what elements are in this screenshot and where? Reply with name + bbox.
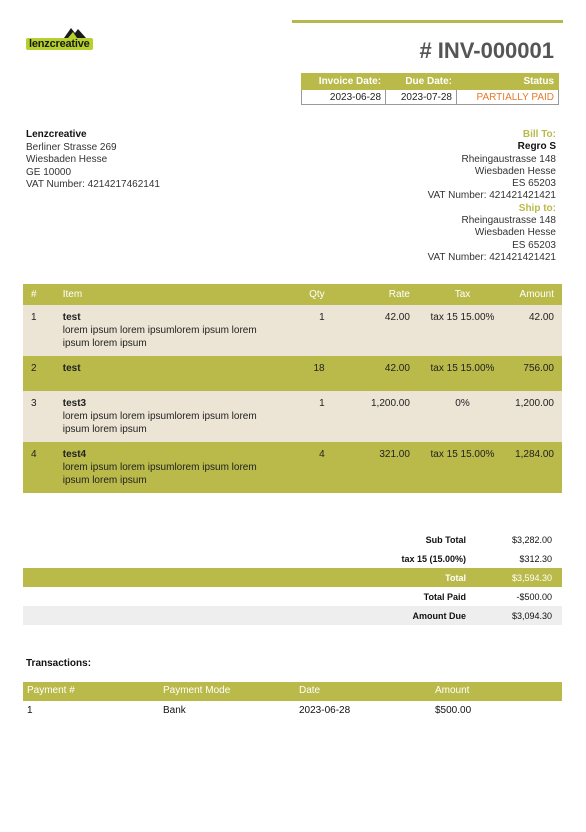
row-num: 3 [23,391,55,442]
transactions-title: Transactions: [26,658,92,669]
transactions-header-row [23,682,562,700]
payment-mode: Bank [159,700,295,720]
from-line: Wiesbaden Hesse [26,154,108,165]
due-label: Amount Due [23,606,476,625]
bill-to-line: VAT Number: 421421421421 [427,190,556,202]
item-rate: 1,200.00 [333,391,418,442]
invoice-number: # INV-000001 [419,38,554,63]
due-value: $3,094.30 [476,606,562,625]
item-name: test [62,363,81,374]
paid-row [23,587,562,606]
item-qty: 18 [277,356,332,391]
item-amount: 1,200.00 [507,391,562,442]
col-payment-mode: Payment Mode [159,682,295,700]
subtotal-label: Sub Total [425,534,466,545]
due-date-value: 2023-07-28 [386,90,457,105]
total-value: $3,594.30 [476,568,562,587]
col-num: # [23,284,55,305]
bill-to-line: Wiesbaden Hesse [474,165,556,177]
company-logo [26,24,126,54]
subtotal-value: $3,282.00 [511,534,552,545]
tax-value: $312.30 [519,553,552,564]
table-row [23,356,562,391]
logo-text: lenzcreative [26,38,93,50]
payment-amount: $500.00 [431,700,562,720]
subtotal-row [23,530,562,549]
totals-table [23,530,562,625]
table-row [23,700,562,720]
bill-to-name: Regro S [517,141,556,153]
paid-label: Total Paid [423,591,466,602]
item-tax: tax 15 15.00% [418,356,507,391]
bill-to-line: Rheingaustrasse 148 [461,153,556,165]
table-row [23,442,562,493]
item-qty: 1 [277,391,332,442]
item-desc: lorem ipsum lorem ipsumlorem ipsum lorem ipsum lorem ipsum [62,462,257,486]
ship-to-line: Rheingaustrasse 148 [461,215,556,227]
ship-to-label: Ship to: [518,202,556,214]
status-badge: PARTIALLY PAID [457,90,559,105]
item-qty: 4 [277,442,332,493]
from-name: Lenzcreative [26,129,87,140]
transactions-table [23,682,562,720]
col-item: Item [55,284,277,305]
item-rate: 321.00 [333,442,418,493]
item-rate: 42.00 [333,356,418,391]
item-name: test [62,312,81,323]
invoice-meta-table [301,73,559,105]
payment-num: 1 [23,700,159,720]
col-qty: Qty [277,284,332,305]
tax-row [23,549,562,568]
paid-value: -$500.00 [516,591,552,602]
items-table [23,284,562,493]
item-tax: 0% [418,391,507,442]
bill-to-line: ES 65203 [512,178,556,190]
item-desc: lorem ipsum lorem ipsumlorem ipsum lorem ipsum lorem ipsum [62,411,257,435]
item-name: test4 [62,449,87,460]
invoice-date-header: Invoice Date: [302,74,386,90]
mountain-logo-icon [64,26,86,38]
col-payment-date: Date [295,682,431,700]
row-num: 1 [23,305,55,356]
payment-date: 2023-06-28 [295,700,431,720]
col-tax: Tax [418,284,507,305]
item-amount: 1,284.00 [507,442,562,493]
tax-label: tax 15 (15.00%) [401,553,466,564]
from-line: GE 10000 [26,166,72,178]
due-date-header: Due Date: [386,74,457,90]
due-row [23,606,562,625]
item-name: test3 [62,398,87,409]
item-amount: 756.00 [507,356,562,391]
col-rate: Rate [333,284,418,305]
item-amount: 42.00 [507,305,562,356]
item-tax: tax 15 15.00% [418,305,507,356]
items-header-row [23,284,562,305]
from-address [26,129,160,192]
header-rule [292,20,563,23]
ship-to-line: VAT Number: 421421421421 [427,251,556,263]
item-rate: 42.00 [333,305,418,356]
col-payment-num: Payment # [23,682,159,700]
table-row [23,391,562,442]
status-header: Status [457,74,559,90]
row-num: 2 [23,356,55,391]
ship-to-line: Wiesbaden Hesse [474,227,556,239]
total-label: Total [23,568,476,587]
item-tax: tax 15 15.00% [418,442,507,493]
ship-to-line: ES 65203 [512,239,556,251]
item-qty: 1 [277,305,332,356]
row-num: 4 [23,442,55,493]
from-line: VAT Number: 4214217462141 [26,179,160,190]
col-amount: Amount [507,284,562,305]
col-payment-amount: Amount [431,682,562,700]
from-line: Berliner Strasse 269 [26,141,117,153]
invoice-date-value: 2023-06-28 [302,90,386,105]
bill-to-address [428,129,556,264]
bill-to-label: Bill To: [522,129,556,140]
table-row [23,305,562,356]
item-desc: lorem ipsum lorem ipsumlorem ipsum lorem ipsum lorem ipsum [62,325,257,349]
total-row [23,568,562,587]
